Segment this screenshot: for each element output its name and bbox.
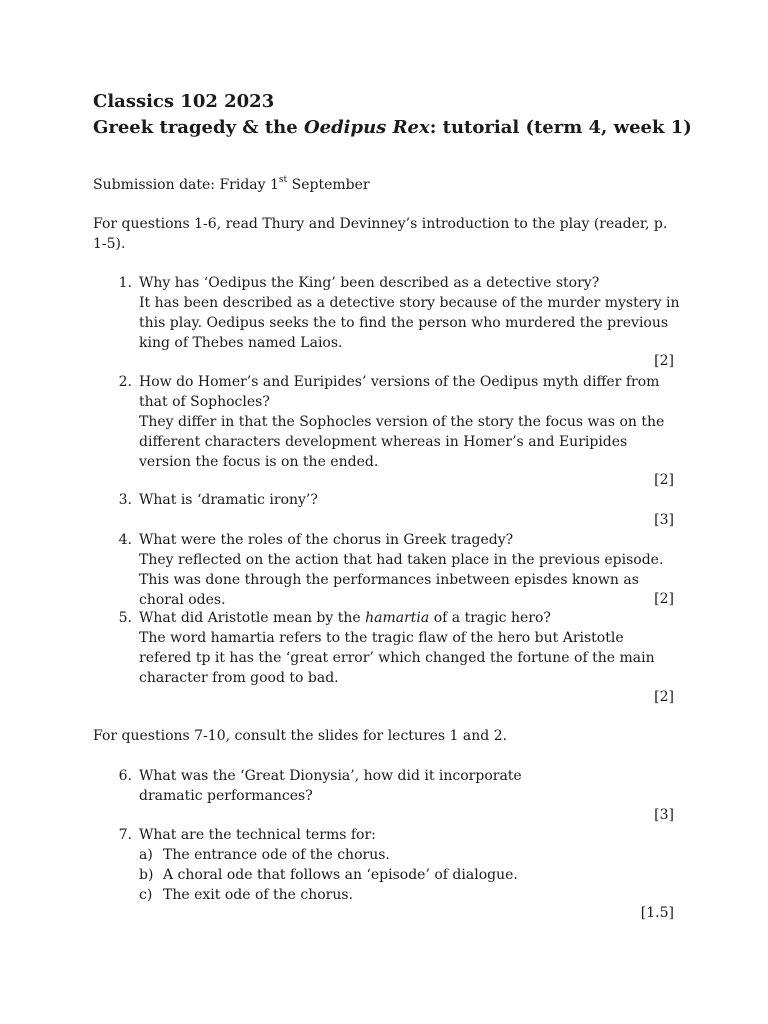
subitem-text: The entrance ode of the chorus. [163, 847, 390, 863]
marks-q1: [2] [654, 353, 674, 369]
intro-questions-1-6: For questions 1-6, read Thury and Devinney’s introduction to the play (reader, p. 1-5). [93, 216, 668, 252]
subitem-text: A choral ode that follows an ‘episode’ of dialogue. [163, 867, 518, 883]
question-number: 2. [118, 374, 132, 390]
question-3 [110, 490, 680, 510]
subitem-label: b) [139, 867, 154, 883]
question-2 [110, 372, 680, 472]
question-text-suffix: of a tragic hero? [429, 610, 551, 626]
question-text-prefix: What did Aristotle mean by the [139, 610, 366, 626]
subitem-c [139, 885, 680, 905]
subitem-label: a) [139, 847, 153, 863]
marks-q3: [3] [654, 512, 674, 528]
question-number: 6. [118, 768, 132, 784]
subitem-label: c) [139, 887, 153, 903]
question-text: How do Homer’s and Euripides’ versions of the Oedipus myth differ from that of Sophocles? [139, 374, 660, 410]
question-number: 5. [118, 610, 132, 626]
marks-q4: [2] [654, 591, 674, 607]
submission-sup: st [278, 175, 288, 186]
answer-text: The word hamartia refers to the tragic flaw of the hero but Aristotle refered tp it has the ‘great error’ which changed the fortune of the main character from good to bad. [139, 630, 655, 686]
question-text: What is ‘dramatic irony’? [139, 492, 318, 508]
page-title [93, 116, 692, 140]
marks-q6: [3] [654, 807, 674, 823]
submission-date [93, 175, 678, 195]
question-number: 7. [118, 827, 132, 843]
question-text: What are the technical terms for: [139, 827, 376, 843]
question-6 [110, 766, 680, 806]
course-title: Classics 102 2023 [93, 91, 275, 112]
question-text [139, 608, 680, 628]
page-title-italic: Oedipus Rex [303, 117, 430, 138]
question-1 [110, 273, 680, 353]
page-title-part1: Greek tragedy & the [93, 117, 304, 138]
marks-q2: [2] [654, 472, 674, 488]
submission-suffix: September [287, 177, 370, 193]
question-number: 4. [118, 532, 132, 548]
answer-text: It has been described as a detective story because of the murder mystery in this play. Oedipus seeks the to find the person who murdered the previous king of Thebes named Laios. [139, 295, 680, 351]
question-4 [110, 530, 680, 610]
answer-text: They reflected on the action that had taken place in the previous episode. This was done through the performances inbetween episdes known as choral odes. [139, 552, 664, 608]
marks-q7: [1.5] [640, 905, 674, 921]
subitem-b [139, 865, 680, 885]
submission-prefix: Submission date: Friday 1 [93, 177, 279, 193]
subitem-text: The exit ode of the chorus. [163, 887, 354, 903]
subitem-a [139, 845, 680, 865]
question-5 [110, 608, 680, 688]
question-number: 3. [118, 492, 132, 508]
answer-text: They differ in that the Sophocles version of the story the focus was on the different characters development whereas in Homer’s and Euripides version the focus is on the ended. [139, 414, 665, 470]
page-title-part2: : tutorial (term 4, week 1) [429, 117, 692, 138]
question-text: What were the roles of the chorus in Greek tragedy? [139, 532, 514, 548]
question-7 [110, 825, 680, 905]
question-text-italic: hamartia [365, 610, 430, 626]
question-number: 1. [118, 275, 132, 291]
marks-q5: [2] [654, 689, 674, 705]
question-text: Why has ‘Oedipus the King’ been described as a detective story? [139, 275, 600, 291]
question-text: What was the ‘Great Dionysia’, how did it incorporate dramatic performances? [139, 768, 522, 804]
intro-questions-7-10: For questions 7-10, consult the slides for lectures 1 and 2. [93, 728, 508, 744]
